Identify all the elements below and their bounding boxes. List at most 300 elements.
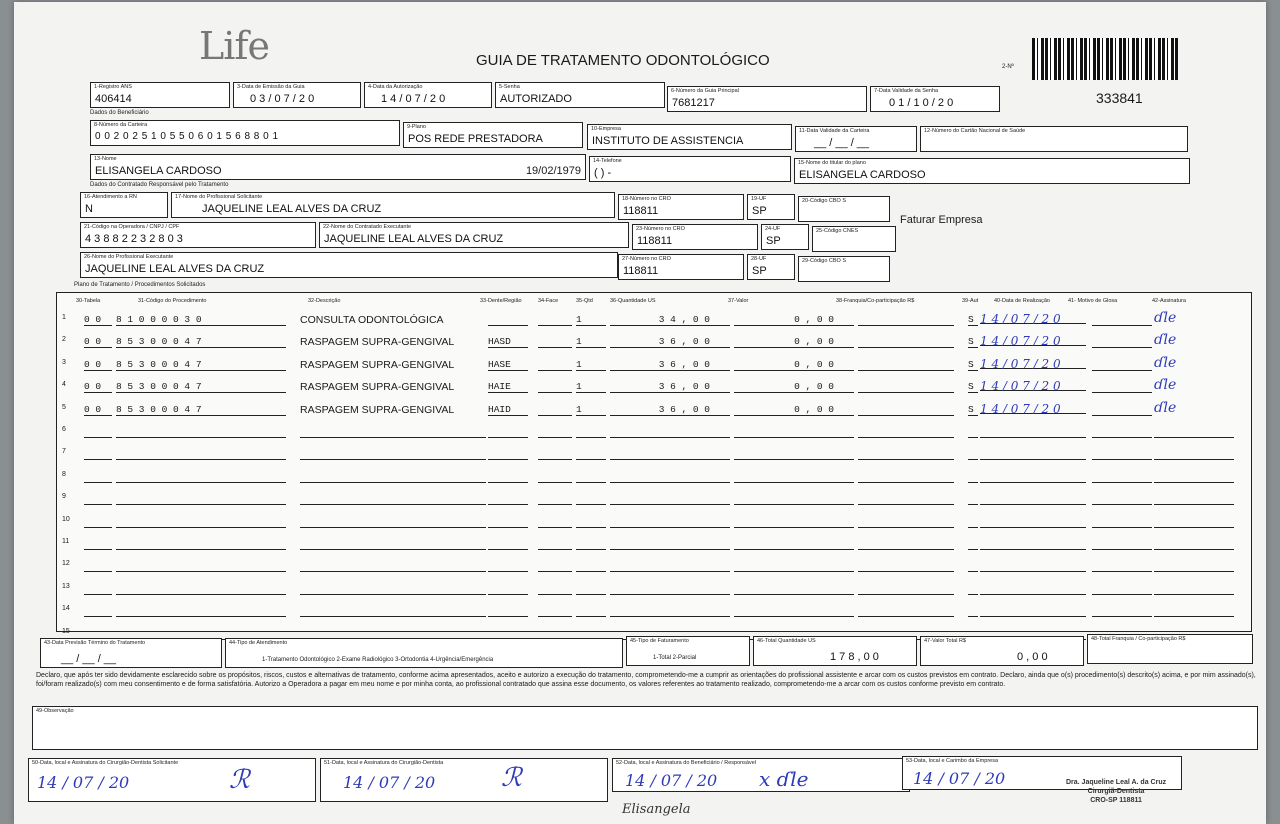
cell-blank[interactable]	[1092, 359, 1152, 371]
cell-tabela[interactable]	[84, 516, 112, 528]
cell-valor[interactable]: 0 , 0 0	[734, 336, 854, 348]
cell-us[interactable]: 3 6 , 0 0	[610, 359, 730, 371]
cell-sig[interactable]	[1154, 605, 1234, 617]
row-number: 7	[62, 448, 66, 456]
cell-desc[interactable]	[300, 471, 486, 483]
cell-sig[interactable]: ɗle	[1154, 354, 1177, 371]
guia-principal-box[interactable]	[667, 86, 867, 112]
cell-tabela[interactable]	[84, 448, 112, 460]
cell-blank[interactable]	[858, 336, 954, 348]
cell-blank[interactable]	[1092, 493, 1152, 505]
cell-tabela[interactable]	[84, 605, 112, 617]
telefone-value: ( ) -	[594, 167, 612, 179]
cell-qtd[interactable]: 1	[576, 314, 606, 326]
cell-blank[interactable]	[858, 516, 954, 528]
cell-blank[interactable]	[858, 404, 954, 416]
sig53-date: 14 / 07 / 20	[913, 769, 1006, 788]
cell-data[interactable]: 1 4 / 0 7 / 2 0	[980, 334, 1086, 346]
cell-valor[interactable]: 0 , 0 0	[734, 314, 854, 326]
cell-desc[interactable]	[300, 583, 486, 595]
cell-valor[interactable]	[734, 448, 854, 460]
cell-blank[interactable]	[858, 583, 954, 595]
cell-blank[interactable]	[858, 560, 954, 572]
empresa-label: 10-Empresa	[591, 126, 621, 132]
nascimento-value: 19/02/1979	[525, 165, 581, 177]
previsao-value: __ / __ / __	[61, 653, 117, 665]
sig50-date: 14 / 07 / 20	[37, 773, 130, 792]
tipo-faturamento-label: 45-Tipo de Faturamento	[630, 638, 689, 644]
total-us-box[interactable]	[753, 636, 917, 666]
section-plano: Plano de Tratamento / Procedimentos Solicitados	[74, 282, 206, 288]
cell-valor[interactable]	[734, 560, 854, 572]
table-row[interactable]	[62, 493, 1242, 506]
faturar-empresa: Faturar Empresa	[900, 214, 983, 226]
cell-data[interactable]	[980, 471, 1086, 483]
franquia-box[interactable]	[1087, 634, 1253, 664]
cell-dente[interactable]	[488, 538, 528, 550]
senha-box[interactable]	[495, 82, 665, 108]
cro27-box[interactable]	[618, 254, 744, 280]
cell-aut[interactable]	[968, 448, 978, 460]
cell-data[interactable]: 1 4 / 0 7 / 2 0	[980, 357, 1086, 369]
table-row[interactable]	[62, 471, 1242, 484]
cell-qtd[interactable]: 1	[576, 359, 606, 371]
cell-tabela[interactable]	[84, 493, 112, 505]
cell-codigo[interactable]	[116, 426, 286, 438]
cnes-box[interactable]	[812, 226, 896, 252]
cell-desc[interactable]: RASPAGEM SUPRA-GENGIVAL	[300, 403, 455, 416]
cell-desc[interactable]	[300, 605, 486, 617]
cell-blank[interactable]	[538, 605, 572, 617]
uf19-label: 19-UF	[751, 196, 767, 202]
cell-desc[interactable]	[300, 538, 486, 550]
cell-data[interactable]	[980, 426, 1086, 438]
table-header-0: 30-Tabela	[76, 298, 101, 304]
cell-dente[interactable]: HASE	[488, 359, 528, 371]
tipo-atendimento-opts: 1-Tratamento Odontológico 2-Exame Radiológico 3-Ortodontia 4-Urgência/Emergência	[262, 657, 494, 663]
dentist-stamp	[1066, 778, 1166, 805]
cell-blank[interactable]	[538, 336, 572, 348]
cell-qtd[interactable]	[576, 605, 606, 617]
cell-data[interactable]	[980, 538, 1086, 550]
cell-sig[interactable]	[1154, 493, 1234, 505]
cell-valor[interactable]	[734, 538, 854, 550]
cell-blank[interactable]	[538, 314, 572, 326]
cell-sig[interactable]: ɗle	[1154, 332, 1177, 349]
nome-box[interactable]	[90, 154, 586, 180]
cell-us[interactable]: 3 6 , 0 0	[610, 404, 730, 416]
valor-total-label: 47-Valor Total R$	[924, 638, 966, 644]
cell-codigo[interactable]	[116, 605, 286, 617]
plano-value: POS REDE PRESTADORA	[408, 133, 543, 145]
cell-aut[interactable]	[968, 605, 978, 617]
cell-data[interactable]	[980, 516, 1086, 528]
uf24-box[interactable]	[761, 224, 809, 250]
cell-dente[interactable]: HAIE	[488, 381, 528, 393]
cell-blank[interactable]	[538, 404, 572, 416]
data-autorizacao-box[interactable]	[364, 82, 492, 108]
cell-blank[interactable]	[1092, 404, 1152, 416]
cell-dente[interactable]	[488, 560, 528, 572]
row-number: 3	[62, 358, 66, 366]
sig51-date: 14 / 07 / 20	[343, 773, 436, 792]
cell-valor[interactable]	[734, 516, 854, 528]
data-autorizacao-label: 4-Data da Autorização	[368, 84, 423, 90]
cell-tabela[interactable]	[84, 426, 112, 438]
contratado-exec-box[interactable]	[319, 222, 629, 248]
cell-desc[interactable]: RASPAGEM SUPRA-GENGIVAL	[300, 336, 455, 349]
cell-blank[interactable]	[858, 426, 954, 438]
validade-senha-box[interactable]	[870, 86, 1000, 112]
cell-codigo[interactable]	[116, 516, 286, 528]
cell-sig[interactable]	[1154, 560, 1234, 572]
empresa-box[interactable]	[587, 124, 792, 150]
cell-sig[interactable]	[1154, 583, 1234, 595]
cell-qtd[interactable]: 1	[576, 404, 606, 416]
cell-valor[interactable]	[734, 493, 854, 505]
cell-blank[interactable]	[858, 493, 954, 505]
registro-ans-value: 406414	[95, 93, 132, 105]
table-row[interactable]	[62, 560, 1242, 573]
sig52-box[interactable]	[612, 758, 910, 792]
cell-qtd[interactable]	[576, 516, 606, 528]
cell-data[interactable]: 1 4 / 0 7 / 2 0	[980, 312, 1086, 324]
cell-dente[interactable]	[488, 448, 528, 460]
titular-box[interactable]	[794, 158, 1190, 184]
cell-dente[interactable]	[488, 605, 528, 617]
cell-desc[interactable]	[300, 448, 486, 460]
cell-codigo[interactable]	[116, 538, 286, 550]
cell-qtd[interactable]: 1	[576, 381, 606, 393]
cell-sig[interactable]: ɗle	[1154, 310, 1177, 326]
cell-tabela[interactable]: 0 0	[84, 336, 112, 348]
cell-codigo[interactable]	[116, 493, 286, 505]
cell-data[interactable]: 1 4 / 0 7 / 2 0	[980, 379, 1086, 391]
plano-label: 9-Plano	[407, 124, 426, 130]
sig51-label: 51-Data, local e Assinatura do Cirurgião-Dentista	[324, 760, 444, 766]
table-row[interactable]	[62, 332, 1242, 349]
cell-blank[interactable]	[538, 493, 572, 505]
tipo-atendimento-box[interactable]	[225, 638, 623, 668]
cell-us[interactable]	[610, 538, 730, 550]
cro27-label: 27-Número no CRO	[622, 256, 671, 262]
cell-blank[interactable]	[1092, 448, 1152, 460]
cell-sig[interactable]	[1154, 538, 1234, 550]
stamp-line-1: Dra. Jaqueline Leal A. da Cruz	[1066, 779, 1167, 786]
cell-valor[interactable]: 0 , 0 0	[734, 404, 854, 416]
guia-principal-value: 7681217	[672, 97, 715, 109]
cell-us[interactable]	[610, 426, 730, 438]
handwriting-bottom: Elisangela	[622, 802, 691, 817]
cell-qtd[interactable]: 1	[576, 336, 606, 348]
cell-us[interactable]	[610, 471, 730, 483]
cell-codigo[interactable]	[116, 560, 286, 572]
cell-blank[interactable]	[1092, 314, 1152, 326]
cell-blank[interactable]	[858, 381, 954, 393]
row-number: 2	[62, 336, 66, 344]
cell-desc[interactable]	[300, 516, 486, 528]
cell-blank[interactable]	[538, 359, 572, 371]
nome-value: ELISANGELA CARDOSO	[95, 165, 222, 177]
prof-solicitante-box[interactable]	[171, 192, 615, 218]
data-autorizacao-value: 1 4 / 0 7 / 2 0	[381, 93, 446, 105]
cell-aut[interactable]	[968, 493, 978, 505]
form-number: 333841	[1096, 90, 1143, 106]
cell-blank[interactable]	[1092, 336, 1152, 348]
registro-ans-box[interactable]	[90, 82, 230, 108]
cro18-box[interactable]	[618, 194, 744, 220]
row-number: 5	[62, 403, 66, 411]
tipo-faturamento-box[interactable]	[626, 636, 750, 666]
cell-tabela[interactable]	[84, 471, 112, 483]
cell-blank[interactable]	[538, 381, 572, 393]
cell-tabela[interactable]	[84, 560, 112, 572]
cell-tabela[interactable]	[84, 583, 112, 595]
cell-data[interactable]	[980, 448, 1086, 460]
cell-aut[interactable]	[968, 471, 978, 483]
cell-codigo[interactable]	[116, 583, 286, 595]
cell-aut[interactable]: S	[968, 359, 978, 371]
cbo29-box[interactable]	[798, 256, 890, 282]
cell-tabela[interactable]: 0 0	[84, 404, 112, 416]
cell-blank[interactable]	[538, 516, 572, 528]
cell-dente[interactable]	[488, 516, 528, 528]
tipo-faturamento-opts: 1-Total 2-Parcial	[653, 655, 697, 661]
cell-codigo[interactable]: 8 5 3 0 0 0 4 7	[116, 381, 286, 393]
cell-codigo[interactable]: 8 5 3 0 0 0 4 7	[116, 404, 286, 416]
carteira-box[interactable]	[90, 120, 400, 146]
uf19-box[interactable]	[747, 194, 795, 220]
observacao-box[interactable]	[32, 706, 1258, 750]
cell-blank[interactable]	[1092, 426, 1152, 438]
cbo29-label: 29-Código CBO S	[802, 258, 847, 264]
atendimento-rn-label: 16-Atendimento a RN	[84, 194, 137, 200]
cell-tabela[interactable]: 0 0	[84, 314, 112, 326]
cell-aut[interactable]	[968, 583, 978, 595]
cell-valor[interactable]	[734, 583, 854, 595]
cell-blank[interactable]	[1092, 516, 1152, 528]
cell-data[interactable]	[980, 605, 1086, 617]
cell-desc[interactable]	[300, 426, 486, 438]
cell-tabela[interactable]	[84, 538, 112, 550]
cns-label: 12-Número do Cartão Nacional de Saúde	[924, 128, 1026, 134]
table-row[interactable]	[62, 448, 1242, 461]
cell-tabela[interactable]: 0 0	[84, 381, 112, 393]
table-row[interactable]	[62, 605, 1242, 618]
declaracao-text: Declaro, que após ter sido devidamente esclarecido sobre os propósitos, riscos, custos e alternativas de tratamento, conforme acima apresentados, aceito e autorizo a execução do tratamento, comprometendo-me a cumprir as orientações do profissional assistente e arcar com os custos previstos em contrato. Declaro, ainda que o(s) procedimento(s) descrito(s) acima, e por mim assinado(s), foi/foram realizado(s) com meu consentimento e de forma satisfatória. Autorizo a Operadora a pagar em meu nome e por minha conta, ao profissional contratado que assina esse documento, os valores referentes ao tratamento realizado, comprometendo-me a arcar com os custos conforme previsto em contrato.	[36, 672, 1256, 688]
sig53-label: 53-Data, local e Carimbo da Empresa	[906, 758, 999, 764]
cell-blank[interactable]	[1092, 538, 1152, 550]
plano-box[interactable]	[403, 122, 583, 148]
cell-desc[interactable]: CONSULTA ODONTOLÓGICA	[300, 314, 444, 326]
telefone-box[interactable]	[589, 156, 791, 182]
cell-aut[interactable]: S	[968, 381, 978, 393]
cell-desc[interactable]: RASPAGEM SUPRA-GENGIVAL	[300, 358, 455, 371]
table-header-10: 40-Data de Realização	[994, 298, 1050, 304]
cell-dente[interactable]	[488, 471, 528, 483]
cell-qtd[interactable]	[576, 493, 606, 505]
cell-qtd[interactable]	[576, 448, 606, 460]
sig50-signature: ℛ	[229, 765, 250, 795]
cell-codigo[interactable]	[116, 448, 286, 460]
prof-exec-box[interactable]	[80, 252, 618, 278]
sig51-signature: ℛ	[501, 763, 522, 793]
cell-blank[interactable]	[538, 583, 572, 595]
uf28-value: SP	[752, 265, 767, 277]
cro23-box[interactable]	[632, 224, 758, 250]
cnes-label: 25-Código CNES	[816, 228, 859, 234]
cell-blank[interactable]	[858, 538, 954, 550]
cell-aut[interactable]	[968, 426, 978, 438]
cro23-value: 118811	[637, 235, 673, 247]
cell-qtd[interactable]	[576, 471, 606, 483]
cell-qtd[interactable]	[576, 426, 606, 438]
carteira-value: 0 0 2 0 2 5 1 0 5 5 0 6 0 1 5 6 8 8 0 1	[95, 131, 279, 142]
table-row[interactable]	[62, 538, 1242, 551]
cell-aut[interactable]: S	[968, 404, 978, 416]
cell-codigo[interactable]: 8 1 0 0 0 0 3 0	[116, 314, 286, 326]
table-row[interactable]	[62, 399, 1242, 417]
cell-blank[interactable]	[858, 359, 954, 371]
cell-blank[interactable]	[858, 448, 954, 460]
cell-blank[interactable]	[1092, 583, 1152, 595]
uf28-box[interactable]	[747, 254, 795, 280]
cell-qtd[interactable]	[576, 583, 606, 595]
cell-data[interactable]	[980, 560, 1086, 572]
cell-sig[interactable]	[1154, 471, 1234, 483]
cell-codigo[interactable]: 8 5 3 0 0 0 4 7	[116, 359, 286, 371]
validade-senha-value: 0 1 / 1 0 / 2 0	[889, 97, 954, 109]
form-no-label: 2-Nº	[1002, 64, 1014, 70]
cell-dente[interactable]	[488, 493, 528, 505]
table-header-4: 34-Face	[538, 298, 559, 304]
cell-blank[interactable]	[538, 426, 572, 438]
cell-blank[interactable]	[858, 471, 954, 483]
cell-tabela[interactable]: 0 0	[84, 359, 112, 371]
cell-blank[interactable]	[538, 471, 572, 483]
form-title: GUIA DE TRATAMENTO ODONTOLÓGICO	[476, 52, 770, 69]
cell-us[interactable]: 3 6 , 0 0	[610, 336, 730, 348]
cell-dente[interactable]	[488, 583, 528, 595]
cell-dente[interactable]	[488, 426, 528, 438]
cell-valor[interactable]	[734, 426, 854, 438]
cell-valor[interactable]: 0 , 0 0	[734, 381, 854, 393]
cell-qtd[interactable]	[576, 560, 606, 572]
cell-blank[interactable]	[1092, 560, 1152, 572]
contratado-exec-value: JAQUELINE LEAL ALVES DA CRUZ	[324, 233, 504, 245]
cell-sig[interactable]: ɗle	[1154, 399, 1177, 416]
cell-blank[interactable]	[1092, 381, 1152, 393]
table-row[interactable]	[62, 583, 1242, 596]
cell-us[interactable]	[610, 583, 730, 595]
cell-aut[interactable]	[968, 560, 978, 572]
row-number: 15	[62, 627, 70, 635]
cell-aut[interactable]: S	[968, 336, 978, 348]
sig50-box[interactable]	[28, 758, 316, 802]
cell-sig[interactable]	[1154, 426, 1234, 438]
cell-blank[interactable]	[1092, 471, 1152, 483]
cell-us[interactable]	[610, 493, 730, 505]
sig52-date: 14 / 07 / 20	[625, 771, 718, 790]
cell-us[interactable]: 3 6 , 0 0	[610, 381, 730, 393]
cell-blank[interactable]	[538, 448, 572, 460]
cro27-value: 118811	[623, 265, 659, 277]
cell-us[interactable]	[610, 560, 730, 572]
cell-blank[interactable]	[538, 560, 572, 572]
cell-data[interactable]	[980, 583, 1086, 595]
cell-valor[interactable]: 0 , 0 0	[734, 359, 854, 371]
cell-us[interactable]	[610, 448, 730, 460]
data-emissao-box[interactable]	[233, 82, 361, 108]
cell-dente[interactable]: HAID	[488, 404, 528, 416]
prof-solicitante-label: 17-Nome do Profissional Solicitante	[175, 194, 263, 200]
cell-aut[interactable]	[968, 538, 978, 550]
cell-aut[interactable]	[968, 516, 978, 528]
cell-qtd[interactable]	[576, 538, 606, 550]
sig51-box[interactable]	[320, 758, 608, 802]
cell-us[interactable]	[610, 516, 730, 528]
cell-codigo[interactable]: 8 5 3 0 0 0 4 7	[116, 336, 286, 348]
cell-desc[interactable]: RASPAGEM SUPRA-GENGIVAL	[300, 381, 455, 394]
cell-data[interactable]	[980, 493, 1086, 505]
cell-codigo[interactable]	[116, 471, 286, 483]
titular-label: 15-Nome do titular do plano	[798, 160, 866, 166]
cell-dente[interactable]: HASD	[488, 336, 528, 348]
nome-label: 13-Nome	[94, 156, 117, 162]
sig52-label: 52-Data, local e Assinatura do Beneficiário / Responsável	[616, 760, 757, 766]
table-header-2: 32-Descrição	[308, 298, 341, 304]
cbo20-box[interactable]	[798, 196, 890, 222]
atendimento-rn-value: N	[85, 203, 93, 215]
row-number: 6	[62, 426, 66, 433]
cell-valor[interactable]	[734, 605, 854, 617]
table-header-11: 41- Motivo de Glosa	[1068, 298, 1118, 304]
cns-box[interactable]	[920, 126, 1188, 152]
cell-data[interactable]: 1 4 / 0 7 / 2 0	[980, 402, 1086, 414]
validade-carteira-box[interactable]	[795, 126, 917, 152]
cell-blank[interactable]	[858, 314, 954, 326]
valor-total-box[interactable]	[920, 636, 1084, 666]
cell-valor[interactable]	[734, 471, 854, 483]
cell-us[interactable]: 3 4 , 0 0	[610, 314, 730, 326]
cell-dente[interactable]	[488, 314, 528, 326]
previsao-box[interactable]	[40, 638, 222, 668]
cell-aut[interactable]: S	[968, 314, 978, 326]
cell-desc[interactable]	[300, 560, 486, 572]
sig50-label: 50-Data, local e Assinatura do Cirurgião-Dentista Solicitante	[32, 760, 179, 766]
table-row[interactable]	[62, 516, 1242, 529]
cell-sig[interactable]	[1154, 516, 1234, 528]
table-row[interactable]	[62, 310, 1242, 327]
row-number: 12	[62, 560, 70, 568]
cell-us[interactable]	[610, 605, 730, 617]
table-row[interactable]	[62, 354, 1242, 372]
cell-sig[interactable]: ɗle	[1154, 377, 1177, 394]
codigo-operadora-box[interactable]	[80, 222, 316, 248]
section-contratado: Dados do Contratado Responsável pelo Tratamento	[90, 182, 229, 188]
atendimento-rn-box[interactable]	[80, 192, 168, 218]
cell-desc[interactable]	[300, 493, 486, 505]
table-row[interactable]	[62, 426, 1242, 439]
sig52-signature: x ɗle	[759, 767, 809, 791]
table-row[interactable]	[62, 377, 1242, 394]
cell-blank[interactable]	[538, 538, 572, 550]
cell-sig[interactable]	[1154, 448, 1234, 460]
cell-blank[interactable]	[1092, 605, 1152, 617]
row-number: 9	[62, 493, 66, 501]
valor-total-value: 0 , 0 0	[1017, 651, 1048, 663]
cell-blank[interactable]	[858, 605, 954, 617]
